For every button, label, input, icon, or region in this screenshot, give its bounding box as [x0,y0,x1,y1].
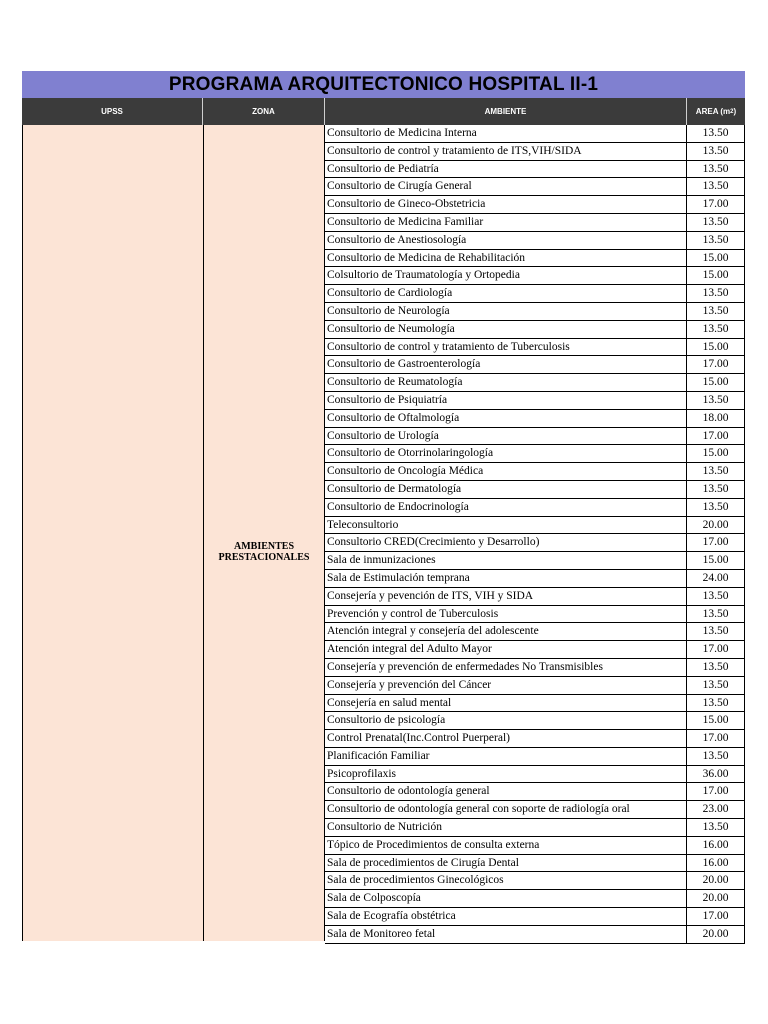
ambiente-cell[interactable]: Sala de Estimulación temprana [325,570,687,587]
ambiente-cell[interactable]: Teleconsultorio [325,517,687,534]
header-upss[interactable]: UPSS [22,98,203,125]
area-cell[interactable]: 13.50 [687,303,745,320]
table-row [325,623,745,641]
upss-cell[interactable] [22,125,203,941]
sheet-title: PROGRAMA ARQUITECTONICO HOSPITAL II-1 [22,71,745,98]
ambiente-cell[interactable]: Tópico de Procedimientos de consulta externa [325,837,687,854]
ambiente-cell[interactable]: Sala de inmunizaciones [325,552,687,569]
ambiente-cell[interactable]: Consultorio de psicología [325,712,687,729]
zona-cell[interactable] [203,125,325,941]
area-cell[interactable]: 13.50 [687,588,745,605]
ambiente-cell[interactable]: Consultorio de Nutrición [325,819,687,836]
table-row [325,267,745,285]
ambiente-cell[interactable]: Colsultorio de Traumatología y Ortopedia [325,267,687,284]
area-cell[interactable]: 15.00 [687,712,745,729]
table-row [325,588,745,606]
table-row [325,926,745,944]
ambiente-cell[interactable]: Consultorio de Neurología [325,303,687,320]
ambiente-cell[interactable]: Consultorio de Endocrinología [325,499,687,516]
area-cell[interactable]: 15.00 [687,250,745,267]
table-row [325,339,745,357]
area-cell[interactable]: 20.00 [687,517,745,534]
area-cell[interactable]: 24.00 [687,570,745,587]
table-row [325,872,745,890]
table-row [325,303,745,321]
table-row [325,250,745,268]
area-cell[interactable]: 15.00 [687,267,745,284]
area-cell[interactable]: 13.50 [687,819,745,836]
area-cell[interactable]: 13.50 [687,748,745,765]
area-cell[interactable]: 20.00 [687,926,745,943]
table-row [325,837,745,855]
area-cell[interactable]: 20.00 [687,890,745,907]
table-row [325,356,745,374]
area-cell[interactable]: 13.50 [687,481,745,498]
area-cell[interactable]: 17.00 [687,641,745,658]
ambiente-cell[interactable]: Consultorio CRED(Crecimiento y Desarrollo) [325,534,687,551]
table-row [325,677,745,695]
area-cell[interactable]: 17.00 [687,783,745,800]
table-row [325,178,745,196]
ambiente-cell[interactable]: Consultorio de Cardiología [325,285,687,302]
ambiente-cell[interactable]: Consejería y pevención de ITS, VIH y SIDA [325,588,687,605]
header-ambiente[interactable]: AMBIENTE [325,98,687,125]
area-cell[interactable]: 16.00 [687,837,745,854]
area-cell[interactable]: 15.00 [687,339,745,356]
table-row [325,819,745,837]
table-row [325,570,745,588]
area-cell[interactable]: 17.00 [687,534,745,551]
table-row [325,125,745,143]
table-row [325,321,745,339]
ambiente-cell[interactable]: Consultorio de Neumología [325,321,687,338]
table-row [325,783,745,801]
area-cell[interactable]: 13.50 [687,623,745,640]
header-area-label: AREA (m [695,107,731,116]
area-cell[interactable]: 13.50 [687,659,745,676]
area-cell[interactable]: 17.00 [687,908,745,925]
area-cell[interactable]: 18.00 [687,410,745,427]
ambiente-cell[interactable]: Consejería y prevención de enfermedades No Transmisibles [325,659,687,676]
area-cell[interactable]: 23.00 [687,801,745,818]
table-row [325,908,745,926]
table-row [325,428,745,446]
table-row [325,232,745,250]
ambiente-cell[interactable]: Consultorio de Pediatría [325,161,687,178]
header-area[interactable] [687,98,745,125]
ambiente-cell[interactable]: Consultorio de Medicina Interna [325,125,687,142]
spreadsheet [22,71,745,941]
area-cell[interactable]: 15.00 [687,552,745,569]
area-cell[interactable]: 17.00 [687,196,745,213]
ambiente-cell[interactable]: Consultorio de Oncología Médica [325,463,687,480]
area-cell[interactable]: 15.00 [687,445,745,462]
area-cell[interactable]: 17.00 [687,356,745,373]
area-cell[interactable]: 13.50 [687,463,745,480]
area-cell[interactable]: 13.50 [687,606,745,623]
table-row [325,410,745,428]
ambiente-cell[interactable]: Consejería y prevención del Cáncer [325,677,687,694]
table-row [325,695,745,713]
area-cell[interactable]: 13.50 [687,392,745,409]
table-row [325,855,745,873]
header-zona[interactable]: ZONA [203,98,325,125]
table-row [325,481,745,499]
zona-label: AMBIENTES PRESTACIONALES [218,541,310,563]
area-cell[interactable]: 13.50 [687,125,745,142]
area-cell[interactable]: 13.50 [687,214,745,231]
area-cell[interactable]: 13.50 [687,499,745,516]
ambiente-rows [325,125,745,941]
table-row [325,214,745,232]
ambiente-cell[interactable]: Consultorio de Oftalmología [325,410,687,427]
area-cell[interactable]: 20.00 [687,872,745,889]
table-row [325,748,745,766]
table-row [325,392,745,410]
ambiente-cell[interactable]: Consultorio de Reumatología [325,374,687,391]
table-row [325,445,745,463]
table-row [325,196,745,214]
area-cell[interactable]: 13.50 [687,695,745,712]
area-cell[interactable]: 13.50 [687,161,745,178]
table-row [325,606,745,624]
ambiente-cell[interactable]: Sala de Ecografía obstétrica [325,908,687,925]
ambiente-cell[interactable]: Atención integral y consejería del adolescente [325,623,687,640]
ambiente-cell[interactable]: Consultorio de control y tratamiento de Tuberculosis [325,339,687,356]
ambiente-cell[interactable]: Consultorio de Gastroenterología [325,356,687,373]
ambiente-cell[interactable]: Consultorio de Otorrinolaringología [325,445,687,462]
ambiente-cell[interactable]: Sala de Monitoreo fetal [325,926,687,943]
table-row [325,499,745,517]
ambiente-cell[interactable]: Sala de procedimientos Ginecológicos [325,872,687,889]
ambiente-cell[interactable]: Consultorio de Anestiosología [325,232,687,249]
area-cell[interactable]: 13.50 [687,677,745,694]
area-cell[interactable]: 13.50 [687,321,745,338]
ambiente-cell[interactable]: Consultorio de Medicina Familiar [325,214,687,231]
ambiente-cell[interactable]: Sala de procedimientos de Cirugía Dental [325,855,687,872]
ambiente-cell[interactable]: Control Prenatal(Inc.Control Puerperal) [325,730,687,747]
table-row [325,659,745,677]
table-row [325,641,745,659]
ambiente-cell[interactable]: Consultorio de Medicina de Rehabilitación [325,250,687,267]
column-header-row [22,98,745,125]
table-row [325,552,745,570]
table-row [325,463,745,481]
ambiente-cell[interactable]: Consultorio de Cirugía General [325,178,687,195]
table-row [325,161,745,179]
ambiente-cell[interactable]: Consultorio de Psiquiatría [325,392,687,409]
ambiente-cell[interactable]: Consultorio de Urología [325,428,687,445]
ambiente-cell[interactable]: Psicoprofilaxis [325,766,687,783]
table-row [325,374,745,392]
area-cell[interactable]: 16.00 [687,855,745,872]
table-row [325,730,745,748]
header-area-close: ) [733,107,737,116]
table-row [325,890,745,908]
ambiente-cell[interactable]: Consultorio de control y tratamiento de ITS,VIH/SIDA [325,143,687,160]
table-row [325,285,745,303]
ambiente-cell[interactable]: Consultorio de Gineco-Obstetricia [325,196,687,213]
area-cell[interactable]: 13.50 [687,143,745,160]
ambiente-cell[interactable]: Consultorio de odontología general con soporte de radiología oral [325,801,687,818]
ambiente-cell[interactable]: Prevención y control de Tuberculosis [325,606,687,623]
area-cell[interactable]: 36.00 [687,766,745,783]
ambiente-cell[interactable]: Atención integral del Adulto Mayor [325,641,687,658]
table-row [325,766,745,784]
area-cell[interactable]: 17.00 [687,428,745,445]
ambiente-cell[interactable]: Consejería en salud mental [325,695,687,712]
area-cell[interactable]: 17.00 [687,730,745,747]
table-body [22,125,745,941]
area-cell[interactable]: 13.50 [687,178,745,195]
ambiente-cell[interactable]: Planificación Familiar [325,748,687,765]
ambiente-cell[interactable]: Sala de Colposcopía [325,890,687,907]
table-row [325,801,745,819]
ambiente-cell[interactable]: Consultorio de Dermatología [325,481,687,498]
area-cell[interactable]: 13.50 [687,232,745,249]
table-row [325,534,745,552]
table-row [325,143,745,161]
area-cell[interactable]: 13.50 [687,285,745,302]
header-area-sup: 2 [730,108,734,115]
ambiente-cell[interactable]: Consultorio de odontología general [325,783,687,800]
area-cell[interactable]: 15.00 [687,374,745,391]
table-row [325,712,745,730]
table-row [325,517,745,535]
